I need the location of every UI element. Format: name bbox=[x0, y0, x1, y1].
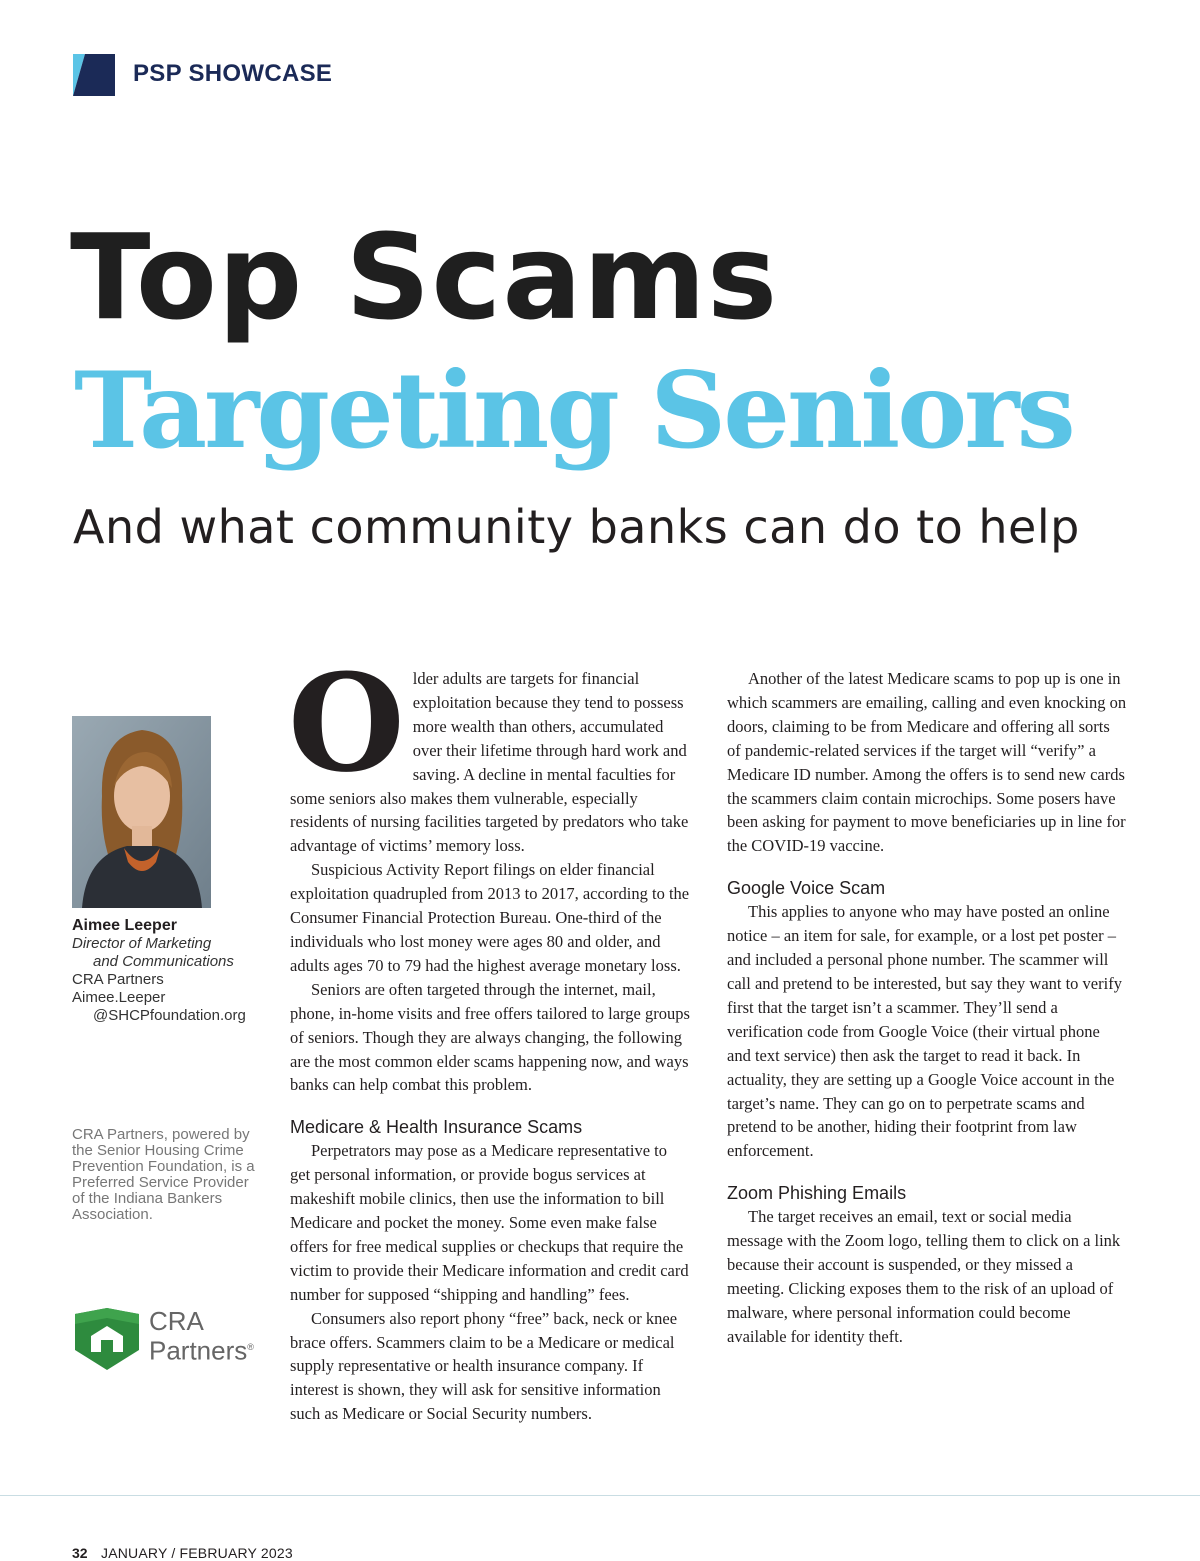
author-name: Aimee Leeper bbox=[72, 917, 177, 934]
author-photo bbox=[72, 716, 211, 908]
article-paragraph: The target receives an email, text or social media message with the Zoom logo, telling them to click on a link because their account is suspended, or they missed a meeting. Clicking exposes them to the risk of an upload of malware, where personal information could become available for identity theft. bbox=[727, 1207, 1121, 1346]
author-email-cont: @SHCPfoundation.org bbox=[93, 1007, 246, 1024]
author-email: Aimee.Leeper bbox=[72, 989, 166, 1006]
sponsor-note: CRA Partners, powered by the Senior Housing Crime Prevention Foundation, is a Preferred Service Provider of the Indiana Bankers Association. bbox=[72, 1126, 255, 1223]
footer-divider bbox=[0, 1495, 1200, 1496]
section-heading: Zoom Phishing Emails bbox=[727, 1183, 907, 1204]
section-label: PSP SHOWCASE bbox=[133, 60, 333, 87]
logo-text-line1: CRA bbox=[149, 1306, 204, 1336]
house-shield-icon bbox=[73, 1306, 141, 1374]
article-paragraph: Suspicious Activity Report filings on elder financial exploitation quadrupled from 2013 to 2017, according to the Consumer Financial Protection Bureau. One-third of the individuals who lost money were ages 80 and older, and adults ages 70 to 79 had the highest average monetary loss. bbox=[290, 860, 690, 975]
headline-line2: Targeting Seniors bbox=[74, 348, 1073, 472]
registered-mark: ® bbox=[247, 1342, 254, 1352]
page-number: 32 bbox=[72, 1545, 88, 1561]
issue-date: JANUARY / FEBRUARY 2023 bbox=[101, 1545, 293, 1561]
article-paragraph: Seniors are often targeted through the internet, mail, phone, in-home visits and free offers tailored to large groups of seniors. Though they are always changing, the following are the most common elder scams happening now, and ways banks can help combat this problem. bbox=[290, 979, 690, 1095]
author-info bbox=[72, 917, 272, 1025]
section-tag-mark bbox=[73, 54, 115, 96]
article-paragraph: Consumers also report phony “free” back, neck or knee brace offers. Scammers claim to be a Medicare or medical supply representative or health insurance company. If interest is shown, they will ask for sensitive information such as Medicare or Social Security numbers. bbox=[290, 1308, 678, 1424]
author-organization: CRA Partners bbox=[72, 971, 164, 988]
section-heading: Medicare & Health Insurance Scams bbox=[290, 1117, 583, 1138]
drop-cap: O bbox=[288, 644, 405, 802]
article-paragraph: Perpetrators may pose as a Medicare representative to get personal information, or provide bogus services at makeshift mobile clinics, then use the information to bill Medicare and pocket the money. Some even make false offers for free medical supplies or checkups that require the victim to provide their Medicare information and credit card number for supposed “shipping and handling” fees. bbox=[290, 1141, 689, 1304]
headline-subtitle: And what community banks can do to help bbox=[73, 500, 1080, 554]
section-heading: Google Voice Scam bbox=[727, 878, 886, 899]
article-paragraph: Another of the latest Medicare scams to pop up is one in which scammers are emailing, calling and even knocking on doors, claiming to be from Medicare and offering all sorts of pandemic-related services if the target will “verify” a Medicare ID number. Among the offers is to send new cards the scammers claim contain microchips. Some posers have been asking for payment to move beneficiaries up in line for the COVID-19 vaccine. bbox=[727, 669, 1127, 856]
article-column-1 bbox=[288, 644, 690, 1426]
author-title-cont: and Communications bbox=[93, 953, 234, 970]
headline-line1: Top Scams bbox=[70, 208, 779, 346]
article-paragraph: Older adults are targets for financial exploitation because they tend to possess more wealth than others, accumulated over their lifetime through hard work and saving. A decline in mental faculties for some seniors also makes them vulnerable, especially residents of nursing facilities targeted by predators who take advantage of victims’ memory loss. bbox=[288, 644, 689, 856]
logo-text-line2: Partners® bbox=[149, 1335, 254, 1366]
cra-partners-logo bbox=[73, 1306, 263, 1374]
article-paragraph: This applies to anyone who may have posted an online notice – an item for sale, for example, or a lost pet poster – and included a personal phone number. The scammer will call and pretend to be interested, but say they want to verify first that the target isn’t a scammer. They’ll send a verification code from Google Voice (their virtual phone and text service) then ask the target to read it back. In actuality, they are setting up a Google Voice account in the target’s name. They can go on to perpetrate scams and pretend to be another, hiding their footprint from law enforcement. bbox=[727, 902, 1122, 1161]
author-title: Director of Marketing bbox=[72, 935, 212, 952]
article-column-2 bbox=[727, 667, 1127, 1349]
